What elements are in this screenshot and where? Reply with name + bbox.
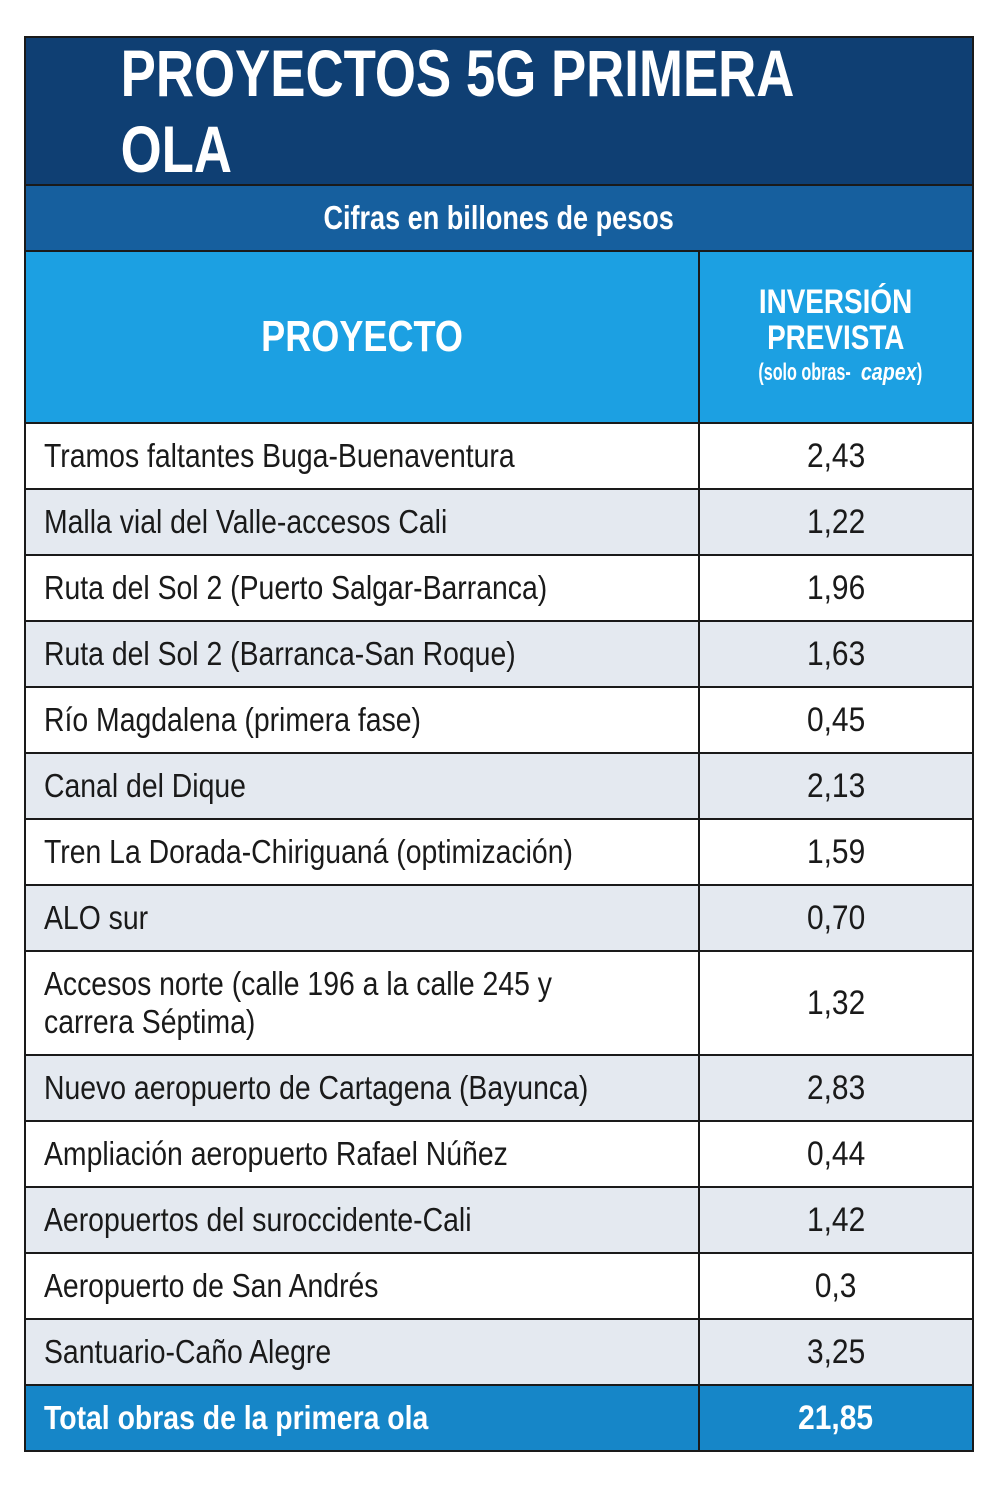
- table-row: [26, 490, 972, 556]
- investment-value: 0,3: [815, 1266, 857, 1305]
- table-row: [26, 1320, 972, 1386]
- project-name-cell: [26, 490, 700, 554]
- investment-value: 2,83: [806, 1068, 866, 1107]
- table-title-bar: [26, 38, 972, 186]
- investment-value-cell: [700, 1188, 972, 1252]
- investment-value: 1,42: [806, 1200, 866, 1239]
- table-row: [26, 1254, 972, 1320]
- project-name: Ruta del Sol 2 (Puerto Salgar-Barranca): [44, 569, 548, 606]
- table-subtitle: Cifras en billones de pesos: [323, 199, 675, 236]
- project-name-cell: [26, 622, 700, 686]
- total-row: [26, 1386, 972, 1450]
- investment-value-cell: [700, 424, 972, 488]
- project-name-cell: [26, 1188, 700, 1252]
- table-row: [26, 886, 972, 952]
- investment-value-cell: [700, 1056, 972, 1120]
- investment-value: 0,45: [806, 700, 866, 739]
- project-name: Nuevo aeropuerto de Cartagena (Bayunca): [44, 1069, 589, 1106]
- table-row: [26, 622, 972, 688]
- investment-value: 1,22: [806, 502, 866, 541]
- table-title: PROYECTOS 5G PRIMERA OLA: [120, 36, 793, 186]
- project-name-cell: [26, 1122, 700, 1186]
- project-name-cell: [26, 754, 700, 818]
- header-project-label: PROYECTO: [261, 312, 463, 361]
- project-name: Tramos faltantes Buga-Buenaventura: [44, 437, 515, 474]
- total-label-cell: [26, 1386, 700, 1450]
- header-investment-note: [749, 356, 924, 390]
- investment-value: 0,70: [806, 898, 866, 937]
- table-row: [26, 556, 972, 622]
- investment-value: 1,32: [806, 983, 866, 1022]
- project-name: Ruta del Sol 2 (Barranca-San Roque): [44, 635, 516, 672]
- table-row: [26, 1188, 972, 1254]
- investment-value: 3,25: [806, 1332, 866, 1371]
- investment-value-cell: [700, 490, 972, 554]
- project-name-cell: [26, 556, 700, 620]
- table-row: [26, 952, 972, 1056]
- project-name-cell: [26, 688, 700, 752]
- table-row: [26, 688, 972, 754]
- project-name-cell: [26, 952, 700, 1054]
- project-name: Canal del Dique: [44, 767, 246, 804]
- table-row: [26, 754, 972, 820]
- project-name: Aeropuertos del suroccidente-Cali: [44, 1201, 472, 1238]
- table-row: [26, 424, 972, 490]
- project-name: Ampliación aeropuerto Rafael Núñez: [44, 1135, 508, 1172]
- investment-value-cell: [700, 556, 972, 620]
- project-name-cell: [26, 1056, 700, 1120]
- investment-value-cell: [700, 886, 972, 950]
- table-subtitle-bar: [26, 186, 972, 252]
- investment-value-cell: [700, 622, 972, 686]
- investment-value: 2,43: [806, 436, 866, 475]
- investment-value-cell: [700, 820, 972, 884]
- total-value: 21,85: [798, 1398, 874, 1437]
- investment-value: 2,13: [806, 766, 866, 805]
- investment-value: 1,96: [806, 568, 866, 607]
- project-name-cell: [26, 820, 700, 884]
- header-investment-line2: PREVISTA: [767, 319, 905, 357]
- header-row: [26, 252, 972, 424]
- investment-value-cell: [700, 952, 972, 1054]
- table-body: [26, 424, 972, 1386]
- project-name-cell: [26, 886, 700, 950]
- project-name: ALO sur: [44, 899, 149, 936]
- header-note-italic: capex: [861, 359, 917, 386]
- project-name-cell: [26, 424, 700, 488]
- project-name: Accesos norte (calle 196 a la calle 245 y carrera Séptima): [44, 965, 552, 1040]
- table-row: [26, 1122, 972, 1188]
- table-row: [26, 820, 972, 886]
- investment-value-cell: [700, 754, 972, 818]
- project-name: Aeropuerto de San Andrés: [44, 1267, 379, 1304]
- project-name-cell: [26, 1320, 700, 1384]
- project-name: Río Magdalena (primera fase): [44, 701, 422, 738]
- header-note-prefix: (solo obras-: [758, 359, 851, 386]
- investment-value: 1,59: [806, 832, 866, 871]
- project-name: Tren La Dorada-Chiriguaná (optimización): [44, 833, 573, 870]
- investment-value-cell: [700, 1122, 972, 1186]
- total-label: Total obras de la primera ola: [44, 1399, 429, 1436]
- header-investment-line1: INVERSIÓN: [759, 283, 913, 321]
- project-name: Santuario-Caño Alegre: [44, 1333, 332, 1370]
- table-frame: [24, 36, 974, 1452]
- investment-value-cell: [700, 1254, 972, 1318]
- table-row: [26, 1056, 972, 1122]
- investment-value-cell: [700, 1320, 972, 1384]
- project-name-cell: [26, 1254, 700, 1318]
- investment-value-cell: [700, 688, 972, 752]
- header-note-suffix: ): [917, 359, 923, 386]
- investment-value: 1,63: [806, 634, 866, 673]
- project-name: Malla vial del Valle-accesos Cali: [44, 503, 448, 540]
- total-value-cell: [700, 1386, 972, 1450]
- header-investment-cell: [700, 252, 972, 422]
- header-project-cell: [26, 252, 700, 422]
- investment-value: 0,44: [806, 1134, 866, 1173]
